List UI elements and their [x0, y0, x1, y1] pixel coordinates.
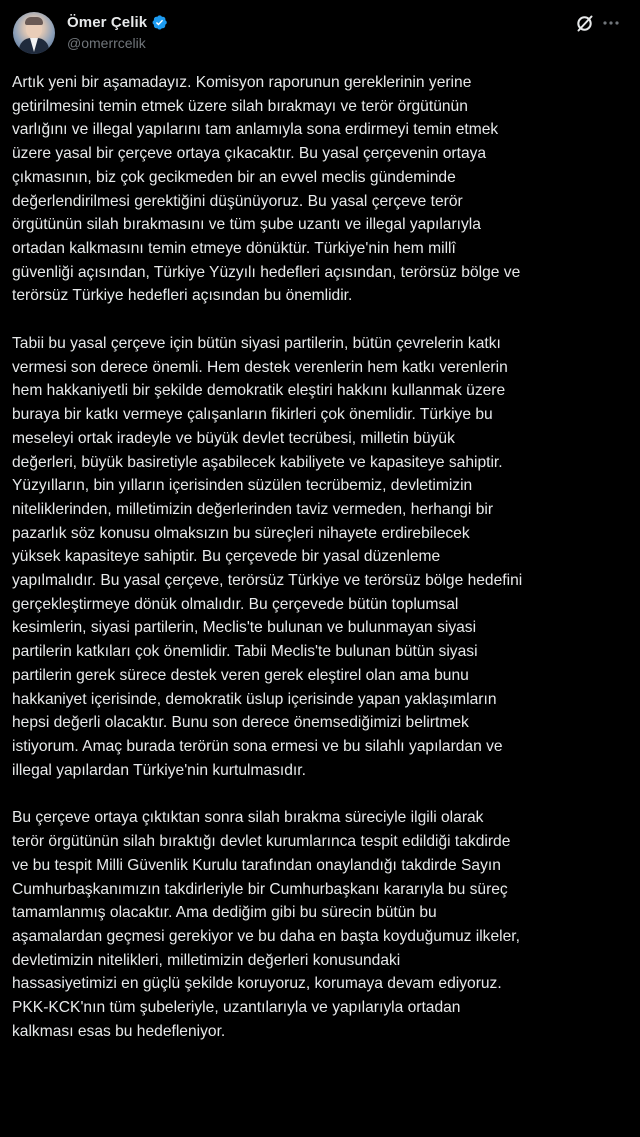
post-line: partilerin gerek sürece destek veren gerek eleştirel olan ama bunu	[12, 666, 469, 684]
author-handle[interactable]: @omerrcelik	[67, 35, 146, 51]
post-line: vermesi son derece önemli. Hem destek verenlerin hem katkı verenlerin	[12, 358, 508, 376]
post-line: partilerin katkıları çok önemlidir. Tabii Meclis'te bulunan bütün siyasi	[12, 643, 478, 661]
post-line: hassasiyetimizi en güçlü şekilde koruyoruz, korumaya devam ediyoruz.	[12, 975, 502, 993]
post-line: ortadan kalkmasını temin etmeye dönüktür. Türkiye'nin hem millî	[12, 239, 456, 257]
post-line: niteliklerinden, milletimizin değerlerinden taviz vermeden, herhangi bir	[12, 500, 494, 518]
post-line: gerçekleştirmeye dönük olmalıdır. Bu çerçevede bütün toplumsal	[12, 595, 459, 613]
author-name-row[interactable]	[67, 12, 168, 32]
post-line: Yüzyılların, bin yılların içerisinden süzülen tecrübemiz, devletimizin	[12, 477, 473, 495]
post-line: değerleri, büyük basiretiyle aşabilecek kabiliyete ve kapasiteye sahiptir.	[12, 453, 503, 471]
post-line: PKK-KCK'nın tüm şubeleriyle, uzantılarıyla ve yapılarıyla ortadan	[12, 999, 461, 1017]
post-line: istiyorum. Amaç burada terörün sona ermesi ve bu silahlı yapılardan ve	[12, 737, 503, 755]
post-header	[0, 0, 640, 64]
post-paragraph-2	[12, 332, 628, 782]
post-line: pazarlık söz konusu olmaksızın bu süreçleri nihayete erdirebilecek	[12, 524, 470, 542]
avatar[interactable]	[13, 12, 55, 54]
post-line: hepsi değerli olacaktır. Bunu son derece önemsediğimizi belirtmek	[12, 714, 469, 732]
post-line: Tabii bu yasal çerçeve için bütün siyasi partilerin, bütün çevrelerin katkı	[12, 335, 501, 353]
post-line: Cumhurbaşkanımızın takdirleriyle bir Cumhurbaşkanı kararıyla bu süreç	[12, 880, 508, 898]
more-icon[interactable]	[600, 12, 622, 34]
verified-badge-icon	[151, 14, 168, 31]
post-line: devletimizin nitelikleri, milletimizin değerleri konusundaki	[12, 951, 401, 969]
post-paragraph-3	[12, 806, 628, 1043]
post-line: hem hakkaniyetli bir şekilde demokratik eleştiri hakkını kullanmak üzere	[12, 382, 506, 400]
avatar-hair	[25, 17, 43, 25]
grok-icon[interactable]	[574, 12, 596, 34]
post-line: örgütünün silah bırakmasını ve tüm şube uzantı ve illegal yapılarıyla	[12, 216, 481, 234]
post-line: çıkmasının, biz çok gecikmeden bir an evvel meclis gündeminde	[12, 168, 456, 186]
post-line: terörsüz Türkiye hedefleri açısından bu önemlidir.	[12, 287, 353, 305]
post-line: üzere yasal bir çerçeve ortaya çıkacaktır. Bu yasal çerçevenin ortaya	[12, 145, 487, 163]
post-line: güvenliği açısından, Türkiye Yüzyılı hedefleri açısından, terörsüz bölge ve	[12, 263, 521, 281]
post-line: değerlendirilmesi gerektiğini düşünüyoruz. Bu yasal çerçeve terör	[12, 192, 463, 210]
post-line: ve bu tespit Milli Güvenlik Kurulu tarafından onaylandığı takdirde Sayın	[12, 856, 501, 874]
post-line: Bu çerçeve ortaya çıktıktan sonra silah bırakma süreciyle ilgili olarak	[12, 809, 484, 827]
post-line: tamamlanmış olacaktır. Ama dediğim gibi bu sürecin bütün bu	[12, 904, 437, 922]
post-line: getirilmesini temin etmek üzere silah bırakmayı ve terör örgütünün	[12, 97, 468, 115]
post-line: kesimlerin, siyasi partilerin, Meclis'te bulunan ve bulunmayan siyasi	[12, 619, 477, 637]
post-line: meseleyi ortak iradeyle ve büyük devlet tecrübesi, milletin büyük	[12, 429, 455, 447]
post-line: buraya bir katkı vermeye çalışanların fikirleri çok önemlidir. Türkiye bu	[12, 406, 493, 424]
post-line: kalkması esas bu hedefleniyor.	[12, 1022, 226, 1040]
post-line: varlığını ve illegal yapılarını tam anlamıyla sona erdirmeyi temin etmek	[12, 121, 499, 139]
post-line: Artık yeni bir aşamadayız. Komisyon raporunun gereklerinin yerine	[12, 74, 472, 91]
post-line: hakkaniyet içerisinde, demokratik üslup içerisinde yapan yaklaşımların	[12, 690, 497, 708]
post-paragraph-1	[12, 71, 628, 308]
post-text	[12, 71, 628, 1043]
author-display-name[interactable]: Ömer Çelik	[67, 13, 148, 31]
post-line: yüksek kapasiteye sahiptir. Bu çerçevede bir yasal düzenleme	[12, 548, 441, 566]
post-line: terör örgütünün silah bıraktığı devlet kurumlarınca tespit edildiği takdirde	[12, 833, 511, 851]
post-line: yapılmalıdır. Bu yasal çerçeve, terörsüz Türkiye ve terörsüz bölge hedefini	[12, 572, 523, 590]
post-line: aşamalardan geçmesi gerekiyor ve bu daha en başta koyduğumuz ilkeler,	[12, 927, 520, 945]
post-line: illegal yapılardan Türkiye'nin kurtulmasıdır.	[12, 761, 306, 779]
